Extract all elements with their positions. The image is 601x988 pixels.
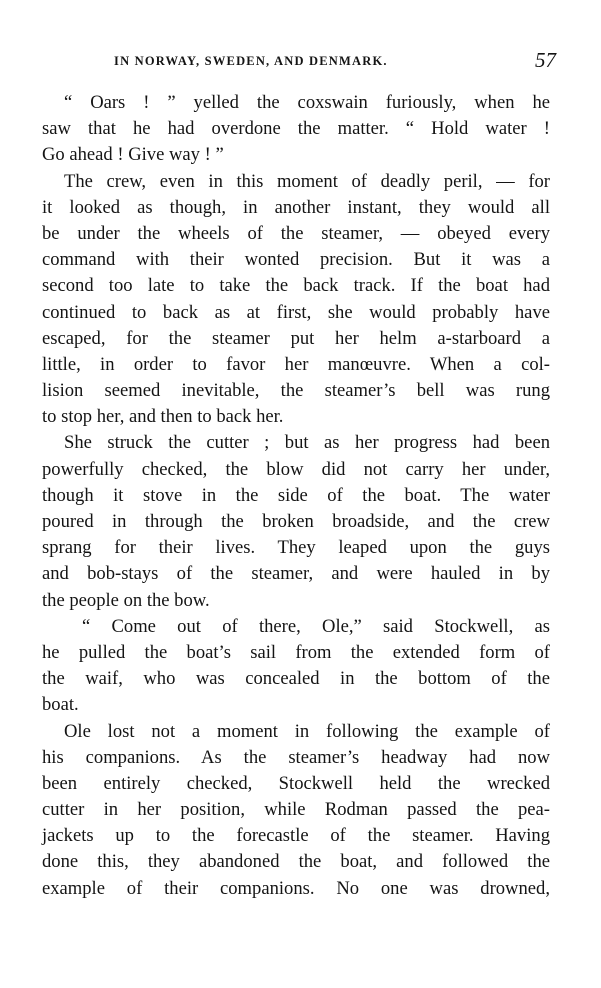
page-number: 57	[535, 48, 556, 72]
text-line: powerfully checked, the blow did not carry her under,	[42, 458, 550, 480]
text-line: the people on the bow.	[42, 589, 210, 611]
running-title: IN NORWAY, SWEDEN, AND DENMARK.	[114, 54, 388, 68]
text-line: poured in through the broken broadside, and the crew	[42, 511, 550, 532]
text-line: be under the wheels of the steamer, — obeyed every	[42, 222, 550, 244]
running-header	[42, 50, 558, 76]
text-line: done this, they abandoned the boat, and followed the	[42, 851, 550, 873]
text-line: continued to back as at first, she would probably have	[42, 301, 550, 323]
text-line: boat.	[42, 694, 79, 716]
text-line: lision seemed inevitable, the steamer’s bell was rung	[42, 380, 550, 402]
text-line: escaped, for the steamer put her helm a-starboard a	[42, 327, 550, 349]
text-line: She struck the cutter ; but as her progress had been	[64, 432, 550, 454]
text-line: his companions. As the steamer’s headway had now	[42, 746, 550, 768]
text-line: sprang for their lives. They leaped upon the guys	[42, 537, 550, 559]
body-text	[42, 90, 550, 902]
text-line: it looked as though, in another instant, they would all	[42, 196, 550, 218]
text-line: Go ahead ! Give way ! ”	[42, 144, 224, 166]
text-line: “ Come out of there, Ole,” said Stockwell, as	[82, 615, 550, 637]
text-line: the waif, who was concealed in the bottom of the	[42, 668, 550, 690]
text-line: The crew, even in this moment of deadly peril, — for	[64, 170, 550, 192]
text-line: “ Oars ! ” yelled the coxswain furiously, when he	[64, 92, 550, 113]
text-line: jackets up to the forecastle of the steamer. Having	[42, 825, 550, 847]
text-line: Ole lost not a moment in following the example of	[64, 720, 550, 742]
text-line: though it stove in the side of the boat. The water	[42, 484, 550, 506]
text-line: he pulled the boat’s sail from the extended form of	[42, 641, 550, 663]
text-line: example of their companions. No one was drowned,	[42, 877, 550, 899]
text-line: been entirely checked, Stockwell held the wrecked	[42, 772, 550, 794]
text-line: second too late to take the back track. If the boat had	[42, 275, 550, 297]
text-line: to stop her, and then to back her.	[42, 406, 284, 428]
text-line: command with their wonted precision. But it was a	[42, 249, 550, 271]
text-line: little, in order to favor her manœuvre. When a col-	[42, 353, 550, 375]
text-line: cutter in her position, while Rodman passed the pea-	[42, 799, 550, 821]
text-line: and bob-stays of the steamer, and were hauled in by	[42, 563, 550, 585]
text-line: saw that he had overdone the matter. “ Hold water !	[42, 118, 550, 140]
